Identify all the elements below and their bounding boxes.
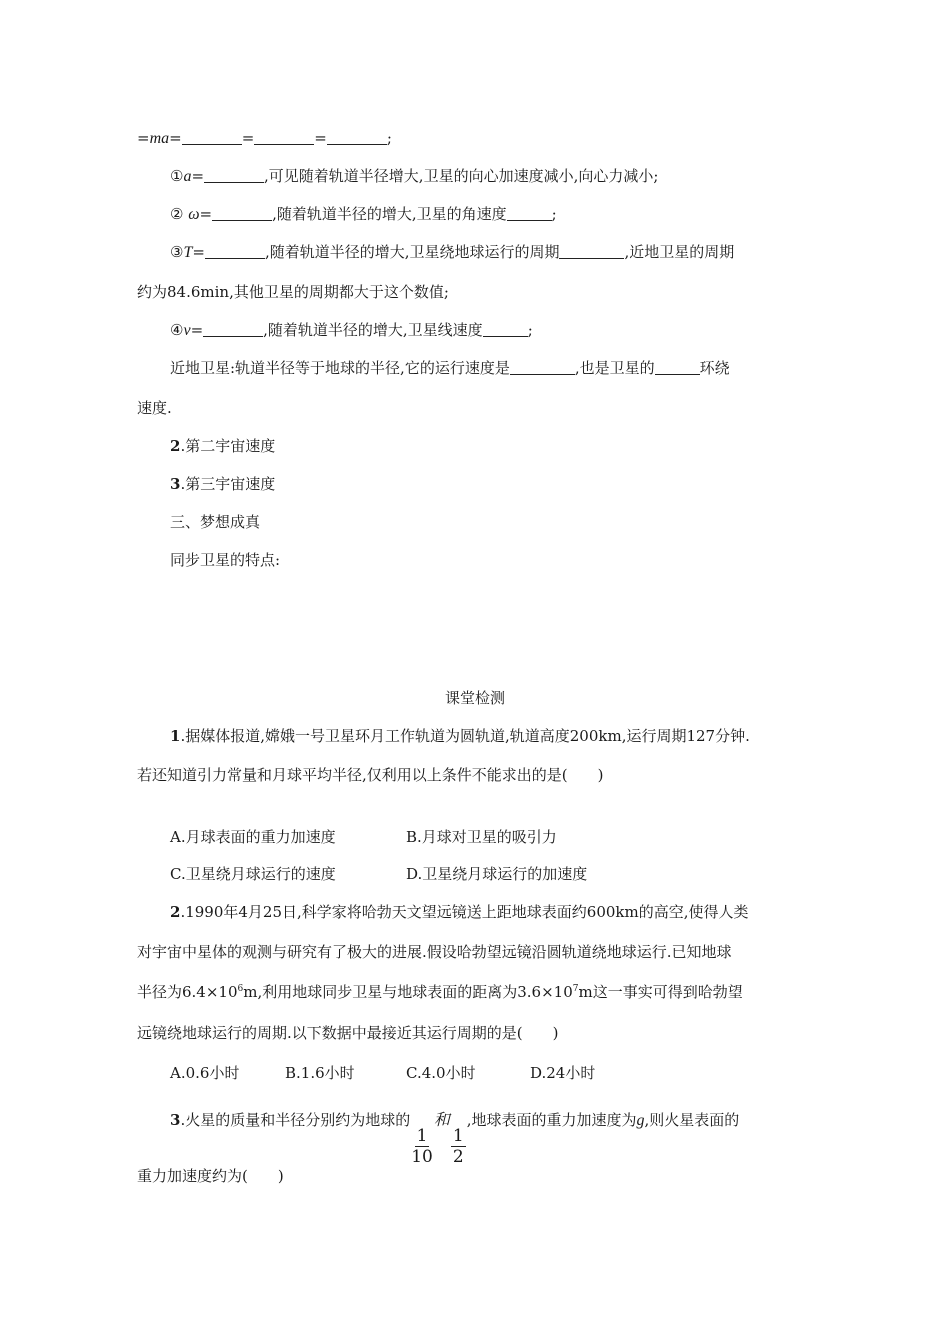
question-text: ,则火星表面的 [644, 1111, 740, 1129]
equals: = [137, 129, 150, 147]
semicolon: ; [386, 129, 392, 147]
item-acceleration [170, 166, 658, 187]
circle-mark: ③ [170, 243, 184, 261]
question-text: 对宇宙中星体的观测与研究有了极大的进展.假设哈勃望远镜沿圆轨道绕地球运行.已知地球 [137, 943, 732, 961]
question-text: .火星的质量和半径分别约为地球的 [180, 1111, 411, 1129]
equals: = [192, 243, 205, 261]
circle-mark: ④ [170, 321, 184, 339]
item-text: 约为84.6min,其他卫星的周期都大于这个数值; [137, 283, 449, 301]
blank [182, 130, 242, 145]
blank [510, 360, 575, 375]
item-text: 速度. [137, 399, 172, 417]
circle-mark: ① [170, 167, 184, 185]
item-text: ,可见随着轨道半径增大,卫星的向心加速度减小,向心力减小; [264, 167, 659, 185]
question-2-line-4 [137, 1023, 558, 1043]
question-2-line-1 [170, 902, 749, 922]
question-text: .1990年4月25日,科学家将哈勃天文望远镜送上距地球表面约600km的高空,使得人类 [180, 903, 749, 921]
dream-section [170, 512, 260, 532]
denominator: 10 [411, 1147, 433, 1167]
blank [559, 244, 624, 259]
fraction-mass [411, 1126, 433, 1167]
semicolon: ; [527, 321, 533, 339]
near-earth-continuation [137, 398, 172, 418]
section-title: .第三宇宙速度 [180, 475, 276, 493]
question-3-line-1 [170, 1110, 739, 1167]
question-1-option-a: A.月球表面的重力加速度 [170, 828, 336, 846]
question-text: 远镜绕地球运行的周期.以下数据中最接近其运行周期的是( ) [137, 1024, 559, 1042]
blank [655, 360, 700, 375]
blank [327, 130, 387, 145]
question-number: 3 [170, 1111, 181, 1129]
equals: = [199, 205, 213, 223]
semicolon: ; [551, 205, 557, 223]
question-text: m这一事实可得到哈勃望 [578, 983, 743, 1001]
question-number: 1 [170, 727, 181, 745]
question-2-option-d: D.24小时 [530, 1064, 596, 1082]
blank [212, 206, 272, 221]
denominator: 2 [452, 1147, 464, 1167]
question-2-line-2 [137, 942, 732, 962]
var-v: v [183, 322, 191, 339]
question-text: ,地球表面的重力加速度为 [466, 1111, 637, 1129]
second-cosmic-velocity [170, 436, 275, 456]
item-text: ,也是卫星的 [574, 359, 655, 377]
period-continuation [137, 282, 449, 302]
question-1-line-1 [170, 726, 750, 746]
and-word: 和 [433, 1112, 450, 1129]
item-text: ,随着轨道半径的增大,卫星绕地球运行的周期 [264, 243, 560, 261]
section-number: 2 [170, 437, 181, 455]
blank [507, 206, 552, 221]
item-angular-velocity [170, 204, 557, 225]
section-title: 三、梦想成真 [170, 513, 261, 531]
question-2-option-a: A.0.6小时 [170, 1064, 240, 1082]
item-text: ,随着轨道半径的增大,卫星的角速度 [272, 205, 507, 223]
near-earth-satellite [170, 358, 730, 378]
numerator: 1 [452, 1126, 464, 1146]
item-text: ,近地卫星的周期 [624, 243, 735, 261]
question-text: .据媒体报道,嫦娥一号卫星环月工作轨道为圆轨道,轨道高度200km,运行周期127分钟. [180, 727, 750, 745]
section-title: 同步卫星的特点: [170, 551, 281, 569]
equals: = [191, 167, 205, 185]
question-text: 重力加速度约为( ) [137, 1167, 284, 1185]
circle-mark: ② [170, 205, 184, 223]
equals: = [241, 129, 255, 147]
var-ma: ma [149, 130, 170, 147]
sync-satellite-features [170, 550, 280, 570]
exponent: 7 [572, 984, 579, 994]
question-2-line-3 [137, 982, 743, 1002]
question-1-line-2 [137, 765, 603, 785]
section-number: 3 [170, 475, 181, 493]
question-text: 若还知道引力常量和月球平均半径,仅利用以上条件不能求出的是( ) [137, 766, 604, 784]
item-velocity [170, 320, 533, 341]
blank [483, 322, 528, 337]
equals: = [169, 129, 182, 147]
formula-line-1 [137, 128, 392, 149]
question-text: 半径为6.4×10 [137, 983, 238, 1001]
question-1-option-c: C.卫星绕月球运行的速度 [170, 865, 336, 883]
question-2-option-b: B.1.6小时 [285, 1064, 355, 1082]
question-3-line-2 [137, 1166, 284, 1186]
item-text: 环绕 [699, 359, 730, 377]
numerator: 1 [416, 1126, 428, 1146]
equals: = [314, 129, 327, 147]
question-2-option-c: C.4.0小时 [406, 1064, 476, 1082]
fraction-radius [451, 1126, 466, 1167]
page-heading: 课堂检测 [444, 689, 505, 707]
question-1-option-b: B.月球对卫星的吸引力 [406, 828, 557, 846]
blank [254, 130, 314, 145]
var-t: T [183, 244, 193, 261]
item-period [170, 242, 734, 263]
equals: = [190, 321, 204, 339]
blank [204, 168, 264, 183]
question-1-option-d: D.卫星绕月球运行的加速度 [406, 865, 588, 883]
item-text: 近地卫星:轨道半径等于地球的半径,它的运行速度是 [170, 359, 510, 377]
var-omega: ω [188, 206, 200, 223]
blank [203, 322, 263, 337]
third-cosmic-velocity [170, 474, 275, 494]
exponent: 6 [237, 984, 244, 994]
var-a: a [183, 168, 192, 185]
item-text: ,随着轨道半径的增大,卫星线速度 [263, 321, 483, 339]
var-g: g [636, 1112, 645, 1129]
blank [205, 244, 265, 259]
section-title: .第二宇宙速度 [180, 437, 276, 455]
question-text: m,利用地球同步卫星与地球表面的距离为3.6×10 [243, 983, 573, 1001]
question-number: 2 [170, 903, 181, 921]
